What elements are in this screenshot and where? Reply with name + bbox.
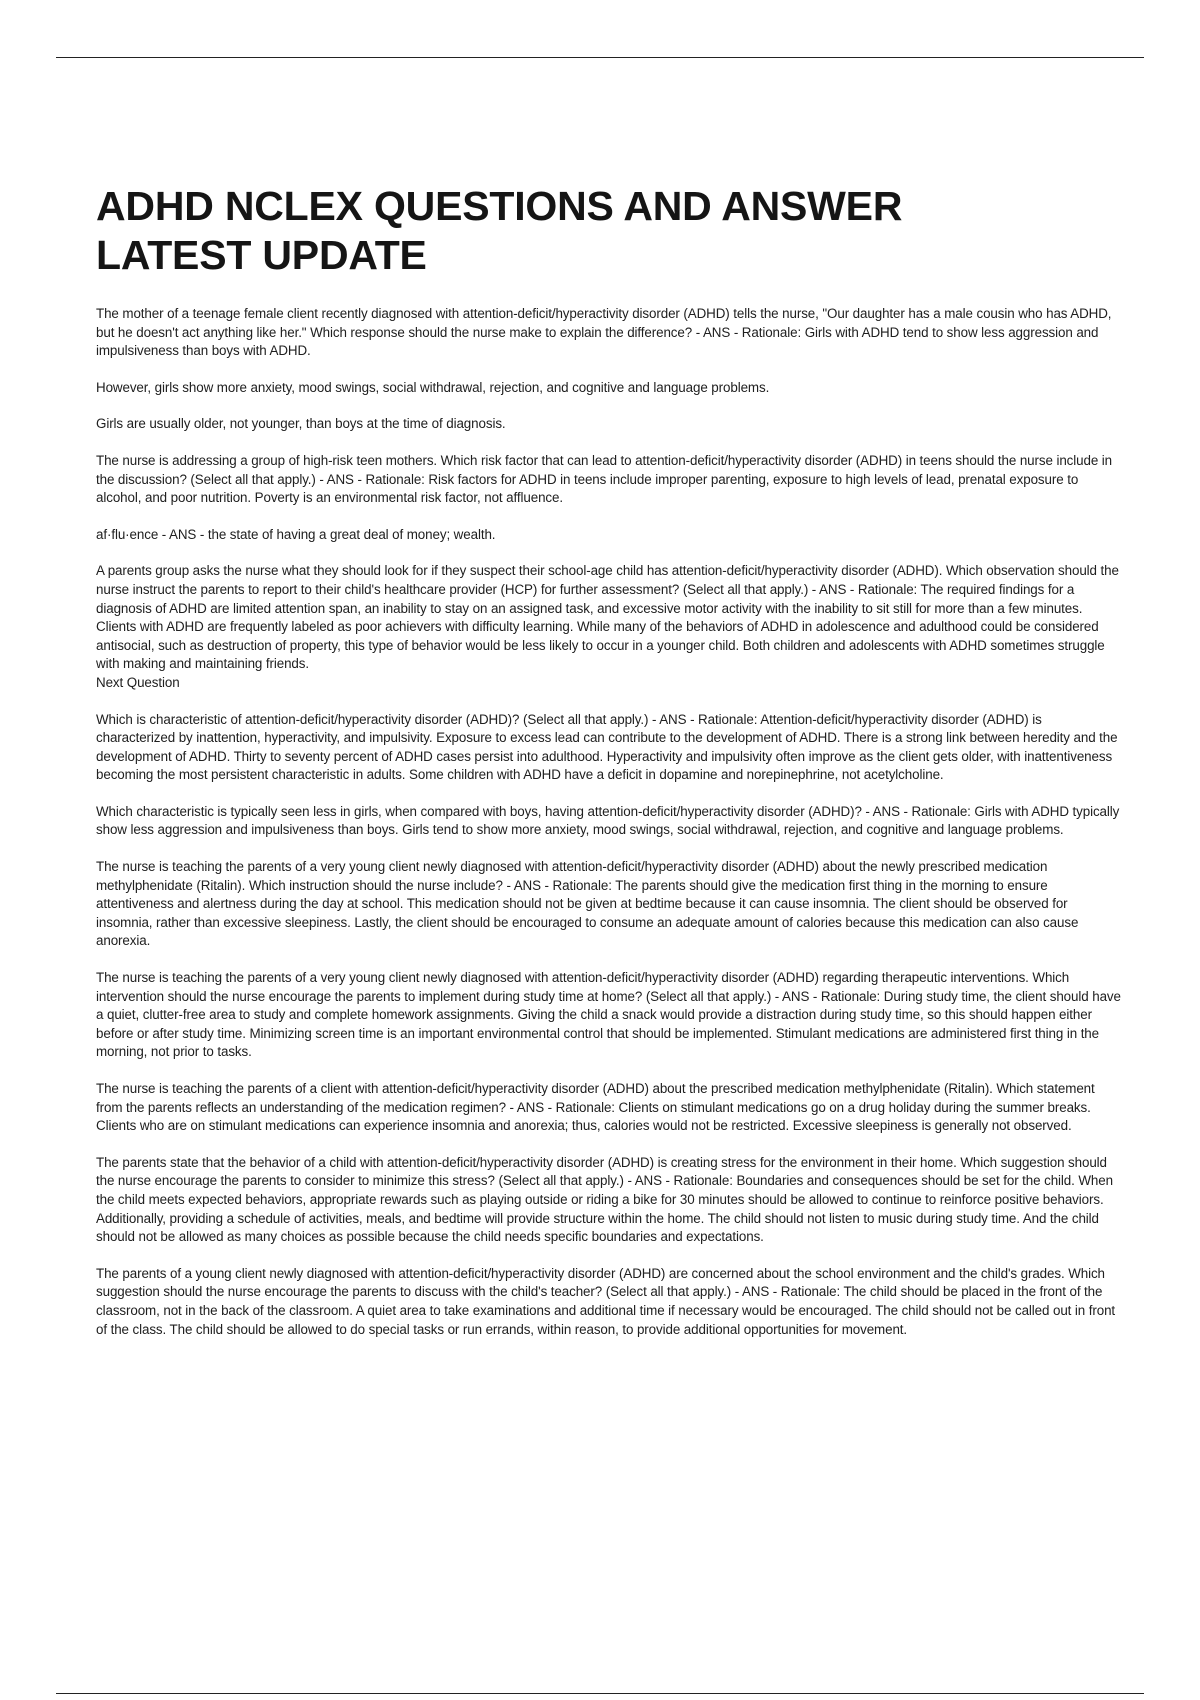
paragraph-9: The nurse is teaching the parents of a very young client newly diagnosed with attention-deficit/hyperactivity disorder (ADHD) about the newly prescribed medication methylphenidate (Ritalin). Which instruction should the nurse include? - ANS - Rationale: The parents should give the medication first thing in the morning to ensure attentiveness and alertness during the day at school. This medication should not be given at bedtime because it can cause insomnia. The client should be observed for insomnia, rather than excessive sleepiness. Lastly, the client should be encouraged to consume an adequate amount of calories because this medication can also cause anorexia. [96, 859, 1079, 949]
paragraph-5: af·flu·ence - ANS - the state of having a great deal of money; wealth. [96, 526, 496, 542]
paragraph-12: The parents state that the behavior of a child with attention-deficit/hyperactivity disorder (ADHD) is creating stress for the environment in their home. Which suggestion should the nurse encourage the parents to consider to minimize this stress? (Select all that apply.) - ANS - Rationale: Boundaries and consequences should be set for the child. When the child meets expected behaviors, appropriate rewards such as playing outside or riding a bike for 30 minutes should be allowed to continue to reinforce positive behaviors. Additionally, providing a schedule of activities, meals, and bedtime will provide structure within the home. The child should not listen to music during study time. And the child should not be allowed as many choices as possible because the child needs specific boundaries and expectations. [96, 1154, 1113, 1245]
paragraph-10: The nurse is teaching the parents of a very young client newly diagnosed with attention-deficit/hyperactivity disorder (ADHD) regarding therapeutic interventions. Which intervention should the nurse encourage the parents to implement during study time at home? (Select all that apply.) - ANS - Rationale: During study time, the client should have a quiet, clutter-free area to study and complete homework assignments. Giving the child a snack would provide a distraction during study time, so this should happen either before or after study time. Minimizing screen time is an important environmental control that should be implemented. Stimulant medications are administered first thing in the morning, not prior to tasks. [96, 970, 1121, 1060]
paragraph-1: The mother of a teenage female client recently diagnosed with attention-deficit/hyperactivity disorder (ADHD) tells the nurse, "Our daughter has a male cousin who has ADHD, but he doesn't act anything like her." Which response should the nurse make to explain the difference? - ANS - Rationale: Girls with ADHD tend to show less aggression and impulsiveness than boys with ADHD. [96, 306, 1112, 359]
paragraph-11: The nurse is teaching the parents of a client with attention-deficit/hyperactivity disorder (ADHD) about the prescribed medication methylphenidate (Ritalin). Which statement from the parents reflects an understanding of the medication regimen? - ANS - Rationale: Clients on stimulant medications go on a drug holiday during the summer breaks. Clients who are on stimulant medications can experience insomnia and anorexia; thus, calories would not be restricted. Excessive sleepiness is generally not observed. [96, 1081, 1095, 1134]
paragraph-2: However, girls show more anxiety, mood swings, social withdrawal, rejection, and cognitive and language problems. [96, 379, 770, 395]
next-question-label: Next Question [96, 674, 180, 690]
paragraph-6: A parents group asks the nurse what they should look for if they suspect their school-age child has attention-deficit/hyperactivity disorder (ADHD). Which observation should the nurse instruct the parents to report to their child's healthcare provider (HCP) for further assessment? (Select all that apply.) - ANS - Rationale: The required findings for a diagnosis of ADHD are limited attention span, an inability to stay on an assigned task, and excessive motor activity with the inability to sit still for more than a few minutes. Clients with ADHD are frequently labeled as poor achievers with difficulty learning. While many of the behaviors of ADHD in adolescence and adulthood could be considered antisocial, such as destruction of property, this type of behavior would be less likely to occur in a younger child. Both children and adolescents with ADHD sometimes struggle with making and maintaining friends. [96, 563, 1119, 672]
document-page [96, 182, 1122, 1339]
title-line-2: LATEST UPDATE [96, 232, 427, 278]
bottom-rule [56, 1693, 1144, 1694]
paragraph-8: Which characteristic is typically seen less in girls, when compared with boys, having attention-deficit/hyperactivity disorder (ADHD)? - ANS - Rationale: Girls with ADHD typically show less aggression and impulsiveness than boys. Girls tend to show more anxiety, mood swings, social withdrawal, rejection, and cognitive and language problems. [96, 803, 1120, 838]
title-line-1: ADHD NCLEX QUESTIONS AND ANSWER [96, 183, 903, 229]
paragraph-4: The nurse is addressing a group of high-risk teen mothers. Which risk factor that can lead to attention-deficit/hyperactivity disorder (ADHD) in teens should the nurse include in the discussion? (Select all that apply.) - ANS - Rationale: Risk factors for ADHD in teens include improper parenting, exposure to high levels of lead, prenatal exposure to alcohol, and poor nutrition. Poverty is an environmental risk factor, not affluence. [96, 452, 1113, 506]
top-rule [56, 57, 1144, 58]
paragraph-13: The parents of a young client newly diagnosed with attention-deficit/hyperactivity disorder (ADHD) are concerned about the school environment and the child's grades. Which suggestion should the nurse encourage the parents to discuss with the child's teacher? (Select all that apply.) - ANS - Rationale: The child should be placed in the front of the classroom, not in the back of the classroom. A quiet area to take examinations and additional time if necessary would be encouraged. The child should not be called out in front of the class. The child should be allowed to do special tasks or run errands, within reason, to provide additional opportunities for movement. [96, 1265, 1116, 1337]
document-title [96, 182, 1122, 280]
paragraph-7: Which is characteristic of attention-deficit/hyperactivity disorder (ADHD)? (Select all that apply.) - ANS - Rationale: Attention-deficit/hyperactivity disorder (ADHD) is characterized by inattention, hyperactivity, and impulsivity. Exposure to excess lead can contribute to the development of ADHD. There is a strong link between heredity and the development of ADHD. Thirty to seventy percent of ADHD cases persist into adulthood. Hyperactivity and impulsivity often improve as the client gets older, with inattentiveness becoming the most persistent characteristic in adults. Some children with ADHD have a deficit in dopamine and norepinephrine, not acetylcholine. [96, 711, 1118, 783]
paragraph-3: Girls are usually older, not younger, than boys at the time of diagnosis. [96, 416, 506, 432]
paragraph-6-block [96, 562, 1122, 692]
